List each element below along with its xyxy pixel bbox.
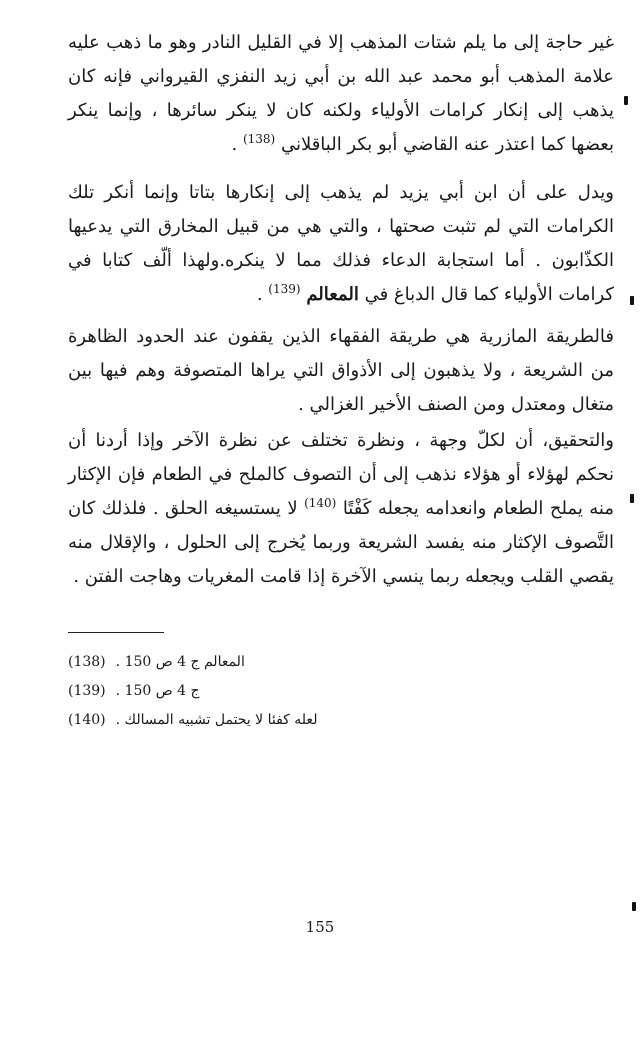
scan-margin-mark [630, 296, 634, 305]
scan-margin-mark [632, 902, 636, 911]
paragraph-2-text: ويدل على أن ابن أبي يزيد لم يذهب إلى إنكارها بتاتا وإنما أنكر تلك الكرامات التي لم تثبت صحتها ، والتي هي من قبيل المخارق التي يدعيها الكذّابون . أما استجابة الدعاء فذلك مما لا ينكره.ولهذا ألّف كتابا في كرامات الأولياء كما قال الدباغ في [68, 182, 615, 305]
paragraph-1 [68, 26, 614, 162]
paragraph-2 [68, 176, 614, 312]
footnote-item [68, 648, 528, 677]
paragraph-1-end: . [231, 134, 243, 155]
paragraph-3-text: فالطريقة المازرية هي طريقة الفقهاء الذين يقفون عند الحدود الظاهرة من الشريعة ، ولا يذهبون إلى الأذواق التي يراها المتصوفة وهم فيها بين متغال ومعتدل ومن الصنف الأخير الغزالي . [68, 326, 614, 415]
footnote-text: لعله كفئا لا يحتمل تشبيه المسالك . [115, 712, 318, 728]
paragraph-1-text: غير حاجة إلى ما يلم شتات المذهب إلا في القليل النادر وهو ما ذهب عليه علامة المذهب أبو محمد عبد الله بن أبي زيد النفزي القيرواني فإنه كان يذهب إلى إنكار كرامات الأولياء ولكنه كان لا ينكر سائرها ، وإنما ينكر بعضها كما اعتذر عنه القاضي أبو بكر الباقلاني [68, 32, 614, 155]
footnote-number: (140) [68, 712, 106, 728]
paragraph-4-text-after: لا يستسيغه الحلق . فلذلك كان التَّصوف الإكثار منه يفسد الشريعة وربما يُخرج إلى الحلول ، والإقلال منه يقصي القلب ويجعله ربما ينسي الآخرة إذا قامت المغريات وهاجت الفتن . [68, 498, 614, 587]
footnote-ref-139[interactable]: (139) [268, 282, 301, 296]
footnote-ref-140[interactable]: (140) [304, 496, 337, 510]
footnote-item [68, 677, 528, 706]
footnote-number: (138) [68, 654, 106, 670]
footnote-text: المعالم ج 4 ص 150 . [115, 654, 245, 670]
paragraph-4 [68, 424, 614, 594]
scan-margin-mark [624, 96, 628, 105]
footnote-text: ج 4 ص 150 . [115, 683, 200, 699]
footnotes-section [68, 648, 528, 735]
paragraph-3 [68, 320, 614, 422]
footnote-number: (139) [68, 683, 106, 699]
footnote-divider [68, 632, 164, 633]
paragraph-2-end: . [256, 284, 269, 305]
footnote-ref-138[interactable]: (138) [242, 132, 276, 146]
scan-margin-mark [630, 494, 634, 503]
footnote-item [68, 706, 528, 735]
book-title-al-maalim: المعالم [306, 284, 359, 305]
paragraph-4-text-before: والتحقيق، أن لكلّ وجهة ، ونظرة تختلف عن نظرة الآخر وإذا أردنا أن نحكم لهؤلاء أو هؤلاء نذهب إلى أن التصوف كالملح في الطعام فإن الإكثار منه يملح الطعام وانعدامه يجعله كَفْتًا [68, 430, 615, 519]
page-number: 155 [305, 918, 335, 936]
